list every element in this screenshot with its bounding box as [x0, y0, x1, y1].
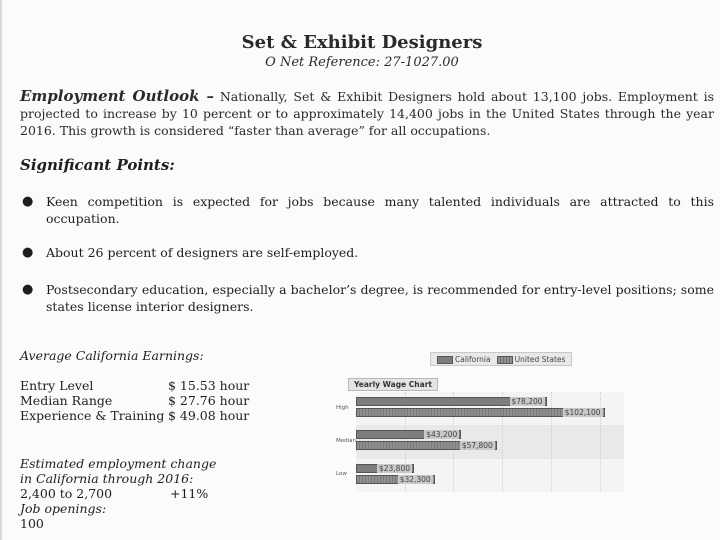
earnings-row — [20, 378, 249, 393]
employment-change-block — [20, 456, 216, 531]
employment-outlook-label: Employment Outlook – — [20, 87, 215, 105]
bar-value-label: $57,800 — [461, 441, 493, 451]
job-openings-label: Job openings: — [20, 501, 107, 516]
earnings-value: $ 27.76 hour — [168, 393, 250, 408]
significant-points-heading: Significant Points: — [20, 156, 175, 174]
bullet-text: About 26 percent of designers are self-employed. — [46, 245, 359, 260]
employment-outlook-paragraph — [20, 88, 714, 139]
list-item — [22, 281, 714, 315]
list-item — [22, 244, 714, 261]
category-label: Low — [336, 471, 347, 478]
bullet-text: Postsecondary education, especially a bachelor’s degree, is recommended for entry-level positions; some states license interior designers. — [46, 282, 714, 314]
bullet-icon: ● — [22, 282, 34, 297]
list-item — [22, 193, 714, 227]
earnings-value: $ 15.53 hour — [168, 378, 250, 393]
earnings-row — [20, 408, 249, 423]
legend-label: United States — [514, 354, 566, 364]
chart-legend — [430, 352, 572, 366]
category-label: Median — [336, 438, 357, 444]
chart-gridline — [551, 392, 552, 492]
legend-label: California — [455, 354, 491, 364]
employment-change-heading: Estimated employment change — [20, 456, 217, 471]
legend-entry-united-states — [497, 355, 566, 364]
earnings-label: Median Range — [20, 393, 113, 408]
earnings-row — [20, 393, 249, 408]
employment-range: 2,400 to 2,700 — [20, 486, 113, 501]
bar-value-label: $102,100 — [564, 408, 601, 417]
page-title: Set & Exhibit Designers — [241, 32, 483, 53]
job-openings-value: 100 — [20, 516, 44, 531]
bar-value-label: $43,200 — [426, 430, 458, 440]
earnings-value: $ 49.08 hour — [168, 408, 250, 423]
earnings-label: Entry Level — [20, 378, 94, 393]
bar-value-label: $32,300 — [399, 474, 431, 484]
legend-entry-california — [437, 355, 491, 364]
onet-reference: O Net Reference: 27-1027.00 — [265, 55, 459, 70]
bar-value-label: $23,800 — [378, 463, 410, 473]
employment-change-percent: +11% — [170, 486, 209, 501]
wage-chart — [332, 352, 632, 502]
chart-gridline — [502, 392, 503, 492]
legend-swatch — [437, 356, 453, 364]
chart-title: Yearly Wage Chart — [348, 378, 438, 391]
earnings-table — [20, 378, 249, 423]
employment-change-heading-2: in California through 2016: — [20, 471, 194, 486]
chart-gridline — [600, 392, 601, 492]
employment-outlook-text: Nationally, Set & Exhibit Designers hold about 13,100 jobs. Employment is projected to increase by 10 percent or to approximately 14,400 jobs in the United States through the year 2016. This growth is considered “faster than average” for all occupations. — [20, 89, 714, 138]
earnings-heading: Average California Earnings: — [20, 348, 204, 363]
chart-plot-area — [336, 392, 624, 492]
bullet-icon: ● — [22, 245, 34, 260]
legend-swatch — [497, 356, 513, 364]
bar-value-label: $78,200 — [511, 397, 543, 406]
category-label: High — [336, 404, 349, 411]
employment-change-row — [20, 486, 216, 501]
bullet-icon: ● — [22, 194, 34, 209]
earnings-label: Experience & Training — [20, 408, 165, 423]
bullet-text: Keen competition is expected for jobs because many talented individuals are attracted to this occupation. — [46, 194, 714, 226]
